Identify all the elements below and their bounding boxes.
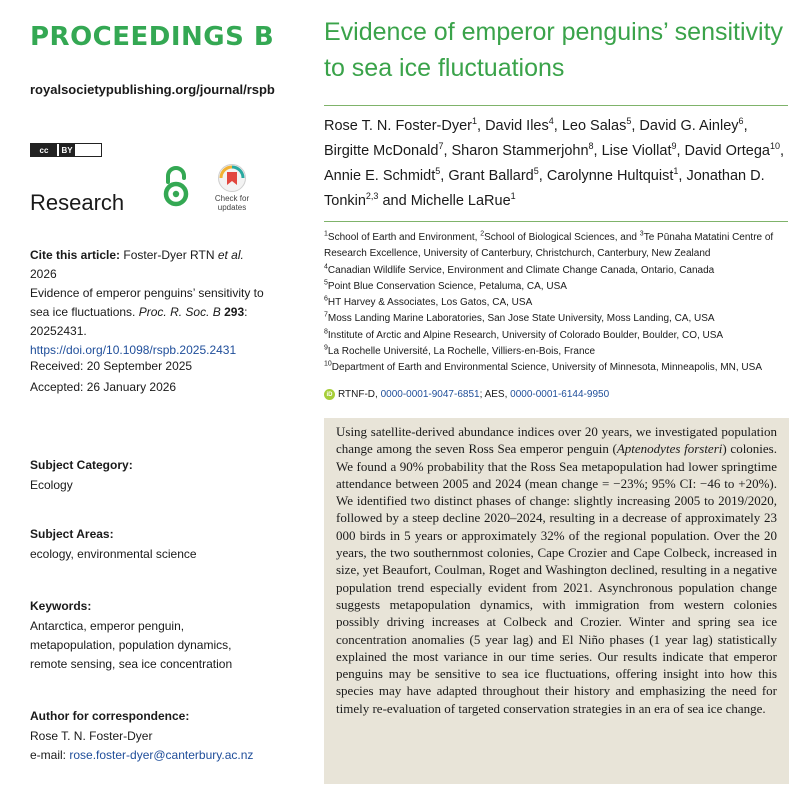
affiliation-9: $^9$La Rochelle Université, La Rochelle, Villiers-en-Bois, France — [324, 344, 596, 358]
orcid-link-1[interactable]: 0000-0001-9047-6851 — [380, 389, 480, 400]
correspondence-section — [30, 707, 270, 765]
author-affiliation-number: 1 — [510, 191, 516, 202]
author-affiliation-number: 4 — [548, 116, 554, 127]
author-list: Rose T. N. Foster-Dyer$^1$, David Iles$^4$, Leo Salas$^5$, David G. Ainley$^6$, Birgitte McDonald$^7$, Sharon Stammerjohn$^8$, Lise Viollat$^9$, David Ortega$^{10}$, Annie E. Schmidt$^5$, Grant Ballard$^5$, Carolynne Hultquist$^1$, Jonathan D. Tonkin$^{2,3}$ and Michelle LaRue$^1$ — [324, 116, 785, 209]
check-for-updates-button[interactable] — [208, 163, 256, 212]
author-affiliation-number: 7 — [438, 141, 444, 152]
author-affiliation-number: 5 — [435, 166, 441, 177]
subject-category-section — [30, 456, 270, 495]
citation-volume: 293 — [220, 305, 245, 319]
affiliation-list — [324, 230, 788, 377]
affiliation-8: $^8$Institute of Arctic and Alpine Research, University of Colorado Boulder, Boulder, CO, USA — [324, 328, 724, 341]
citation-block — [30, 246, 270, 360]
accepted-date: Accepted: 26 January 2026 — [30, 380, 177, 394]
author-affiliation-number: 8 — [588, 141, 594, 152]
author-name: Carolynne Hultquist — [546, 168, 674, 184]
author — [547, 168, 679, 184]
citation-title: Evidence of emperor penguins’ sensitivity to sea ice fluctuations. — [30, 286, 264, 319]
author — [685, 143, 780, 159]
author-affiliation-number: 1 — [673, 166, 679, 177]
author — [411, 193, 516, 209]
email-link[interactable]: rose.foster-dyer@canterbury.ac.nz — [69, 748, 254, 762]
author-name: Michelle LaRue — [410, 193, 511, 209]
author-name: Grant Ballard — [448, 168, 534, 184]
subject-category-value: Ecology — [30, 478, 73, 492]
journal-url[interactable]: royalsocietypublishing.org/journal/rspb — [30, 82, 275, 97]
citation-authors: Foster-Dyer RTN — [120, 248, 218, 262]
affiliation-1-3: $^1$School of Earth and Environment, $^2$School of Biological Sciences, and $^3$Te Pūnaha Matatini Centre of Research Excellence, University of Canterbury, Christchurch, Canterbury, New Zealand — [324, 230, 774, 260]
author-name: David G. Ainley — [639, 118, 739, 134]
author-name: Lise Viollat — [601, 143, 672, 159]
author — [485, 118, 554, 134]
journal-name[interactable]: PROCEEDINGS B — [30, 22, 275, 52]
dates-block — [30, 356, 192, 398]
author-name: Jonathan D. Tonkin — [324, 168, 765, 209]
abstract-species-name: Aptenodytes forsteri — [616, 441, 723, 457]
author-name: Rose T. N. Foster-Dyer — [324, 118, 472, 134]
author — [452, 143, 594, 159]
author-name: David Iles — [485, 118, 549, 134]
orcid-line: iD RTNF-D, 0000-0001-9047-6851; AES, 0000-0001-6144-9950 — [324, 389, 788, 400]
author-conjunction: and — [382, 193, 407, 209]
author — [324, 118, 477, 134]
authors-divider — [324, 221, 788, 222]
author-affiliation-number: 10 — [769, 141, 780, 152]
correspondence-name: Rose T. N. Foster-Dyer — [30, 729, 153, 743]
article-type: Research — [30, 190, 125, 215]
citation-article-number: : 20252431. — [30, 305, 248, 338]
check-updates-label: Check for updates — [214, 194, 250, 212]
cc-by-license-badge[interactable] — [30, 143, 102, 157]
author-affiliation-number: 2,3 — [365, 191, 379, 202]
affiliation-4: $^4$Canadian Wildlife Service, Environment and Climate Change Canada, Ontario, Canada — [324, 263, 715, 276]
affiliation-10: $^{10}$Department of Earth and Environmental Science, University of Minnesota, Minneapolis, MN, USA — [324, 361, 762, 374]
title-divider — [324, 105, 788, 106]
author — [448, 168, 538, 184]
author-name: David Ortega — [684, 143, 770, 159]
author-name: Leo Salas — [561, 118, 627, 134]
author — [562, 118, 632, 134]
doi-link[interactable]: https://doi.org/10.1098/rspb.2025.2431 — [30, 343, 237, 357]
citation-year: 2026 — [30, 267, 57, 281]
subject-category-heading: Subject Category: — [30, 458, 133, 472]
author-affiliation-number: 1 — [472, 116, 478, 127]
author-name: Annie E. Schmidt — [324, 168, 436, 184]
citation-journal: Proc. R. Soc. B — [135, 305, 221, 319]
affiliation-5: $^5$Point Blue Conservation Science, Petaluma, CA, USA — [324, 279, 567, 292]
email-label: e-mail: — [30, 748, 70, 762]
abstract — [324, 418, 789, 784]
author — [639, 118, 743, 134]
article-title: Evidence of emperor penguins’ sensitivity to sea ice fluctuations — [324, 18, 784, 82]
received-date: Received: 20 September 2025 — [30, 359, 193, 373]
abstract-text-1: Using satellite-derived abundance indices over 20 years, we investigated population change among the seven Ross Sea emperor penguin ( — [336, 424, 777, 457]
author-name: Birgitte McDonald — [324, 143, 439, 159]
citation-label: Cite this article: — [30, 248, 121, 262]
author-affiliation-number: 9 — [671, 141, 677, 152]
citation-etal: et al. — [217, 248, 244, 262]
author — [602, 143, 677, 159]
keywords-value: Antarctica, emperor penguin, metapopulation, population dynamics, remote sensing, sea ice concentration — [30, 619, 233, 671]
author-affiliation-number: 5 — [626, 116, 632, 127]
abstract-text-2: ) colonies. We found a 90% probability that the Ross Sea metapopulation had lower springtime attendance between 2005 and 2024 (mean change = −23%; 95% CI: −46 to +20%). We identified two distinct phases of change: slightly increasing 2005 to 2019/2020, followed by a steep decline 2020–2024, resulting in a decrease of approximately 23 000 birds in 5 years or approximately 32% of the regional population. Over the 20 years, the two southernmost colonies, Cape Crozier and Cape Colbeck, increased in size, yet Beaufort, Coulman, Roget and Washington declined, resulting in a negative population trend especially evident from 2021. Asynchronous population change suggests metapopulation dynamics, with immigration from western colonies possibly driving increases at Colbeck and Crozier. Winter and spring sea ice concentration anomalies (5 year lag) and El Niño phases (1 year lag) statistically explained the most variance in our time series. Our results indicate that emperor penguins may be sensitive to sea ice fluctuations, offering insight into how this species may have adapted throughout their history and emphasizing the need for timely re-evaluation of targeted conservation strategies in an era of sea ice change. — [336, 441, 777, 716]
subject-areas-section — [30, 525, 270, 564]
by-label: BY — [59, 144, 75, 156]
correspondence-heading: Author for correspondence: — [30, 709, 190, 723]
subject-areas-value: ecology, environmental science — [30, 547, 197, 561]
keywords-section — [30, 597, 270, 674]
author-affiliation-number: 6 — [738, 116, 744, 127]
author — [324, 168, 440, 184]
orcid-icon: iD — [324, 389, 335, 400]
cc-icon: cc — [31, 144, 57, 156]
author-name: Sharon Stammerjohn — [451, 143, 589, 159]
check-updates-icon — [217, 163, 247, 193]
open-access-icon — [162, 165, 190, 207]
affiliation-7: $^7$Moss Landing Marine Laboratories, San Jose State University, Moss Landing, CA, USA — [324, 312, 715, 325]
keywords-heading: Keywords: — [30, 599, 92, 613]
orcid-link-2[interactable]: 0000-0001-6144-9950 — [510, 389, 610, 400]
author — [324, 143, 443, 159]
correspondence-email-line — [30, 746, 270, 765]
subject-areas-heading: Subject Areas: — [30, 527, 114, 541]
affiliation-6: $^6$HT Harvey & Associates, Los Gatos, CA, USA — [324, 295, 533, 309]
author-affiliation-number: 5 — [533, 166, 539, 177]
badge-spacer — [75, 144, 101, 156]
